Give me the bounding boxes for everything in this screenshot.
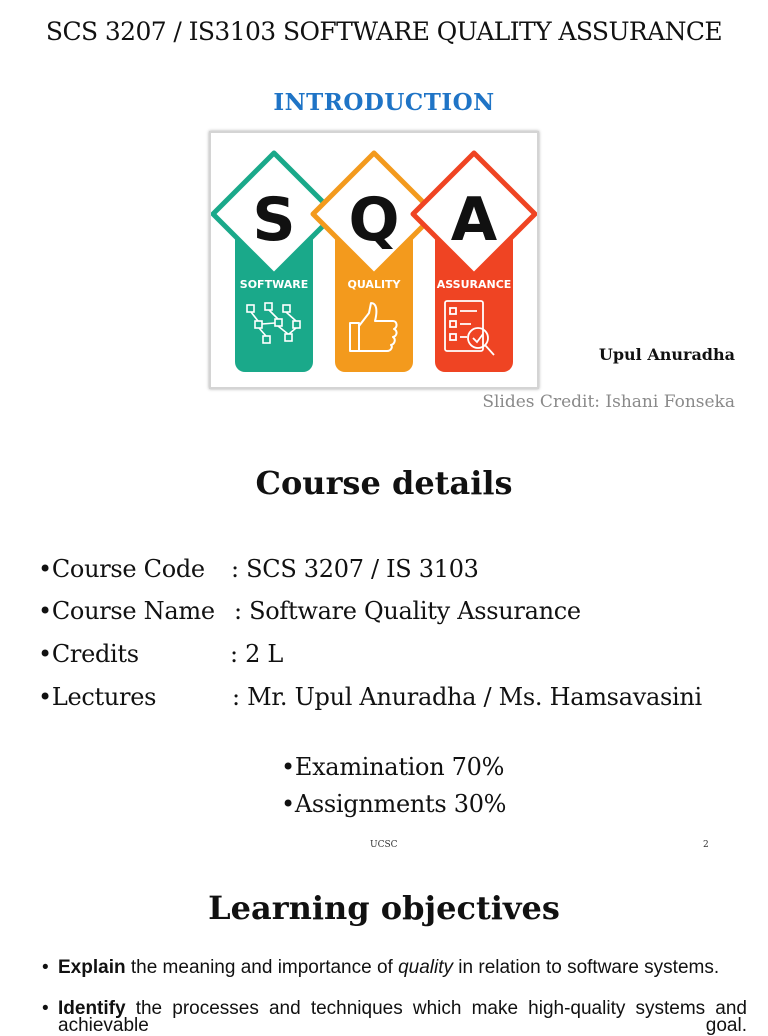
objective-verb: Explain <box>58 957 126 978</box>
logo-letter-q: Q <box>348 185 400 255</box>
objective-verb: Identify <box>58 998 126 1019</box>
slides-credit: Slides Credit: Ishani Fonseka <box>482 392 735 412</box>
lectures-value: : Mr. Upul Anuradha / Ms. Hamsavasini <box>232 683 702 711</box>
objective-item-explain <box>42 957 747 978</box>
credits-value: : 2 L <box>230 640 284 668</box>
sqa-logo-software-block <box>213 153 335 372</box>
course-name-row <box>38 597 581 625</box>
credits-row <box>38 640 284 668</box>
objective-emphasis: quality <box>398 957 454 978</box>
objective-text: the processes and techniques which make high-quality systems and achievable goal. <box>58 998 747 1036</box>
objective-text: in relation to software systems. <box>453 957 720 978</box>
logo-word-assurance: ASSURANCE <box>436 278 512 291</box>
course-code-label: •Course Code <box>38 555 205 583</box>
course-name-label: •Course Name <box>38 597 215 625</box>
section-heading-introduction: INTRODUCTION <box>273 89 495 116</box>
lectures-row <box>38 683 702 711</box>
objective-text: the meaning and importance of <box>125 957 399 978</box>
course-code-value: : SCS 3207 / IS 3103 <box>231 555 479 583</box>
logo-letter-s: S <box>252 185 296 255</box>
lectures-label: •Lectures <box>38 683 157 711</box>
sqa-logo-quality-block <box>313 153 435 372</box>
course-details-title: Course details <box>255 464 513 502</box>
sqa-logo-assurance-block <box>413 153 535 372</box>
document-title: SCS 3207 / IS3103 SOFTWARE QUALITY ASSURANCE <box>45 17 723 46</box>
logo-word-software: SOFTWARE <box>239 278 309 291</box>
course-code-row <box>38 555 479 583</box>
assessment-examination: •Examination 70% <box>281 753 505 781</box>
assessment-assignments: •Assignments 30% <box>281 790 507 818</box>
objective-item-identify <box>42 998 747 1036</box>
page-number: 2 <box>703 840 709 850</box>
logo-word-quality: QUALITY <box>347 278 401 291</box>
bullet: • <box>42 998 49 1019</box>
course-name-value: : Software Quality Assurance <box>234 597 581 625</box>
footer-org: UCSC <box>370 840 398 850</box>
author-name: Upul Anuradha <box>598 345 735 364</box>
learning-objectives-title: Learning objectives <box>208 889 560 927</box>
credits-label: •Credits <box>38 640 139 668</box>
logo-letter-a: A <box>450 185 498 255</box>
sqa-logo <box>209 131 539 389</box>
bullet: • <box>42 957 49 978</box>
